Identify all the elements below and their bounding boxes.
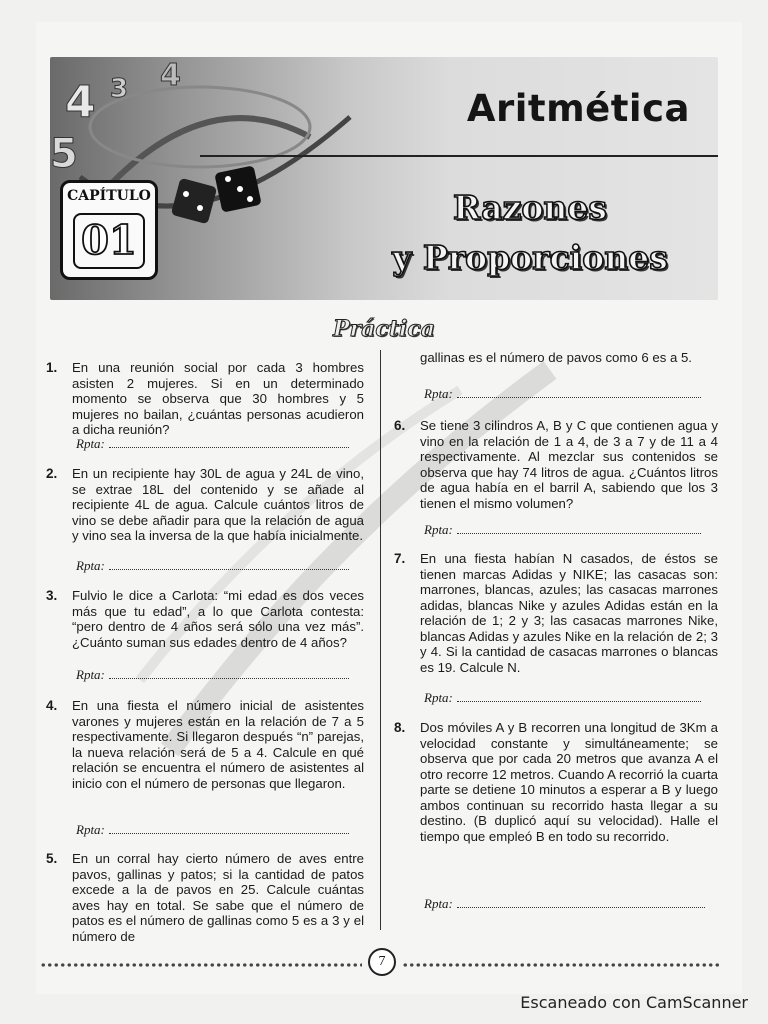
problem-text: Dos móviles A y B recorren una longitud de 3Km a velocidad constante y simultáneamente; se observa que por cada 20 metros que avanza A el otro recorre 12 metros. Cuando A recorrió la cuarta parte se detiene 10 minutos a esperar a B y luego ambos continuan su recorrido hasta llegar a su destino. (B duplicó aquí su velocidad). Halle el tiempo que empleó B en todo su recorrido. — [420, 720, 718, 844]
problem-text: En una fiesta el número inicial de asistentes varones y mujeres están en la relación de 7 a 5 respectivamente. Si llegaron después “n” parejas, la nueva relación será de 5 a 4. Calcule en qué relación se encuentra el número de asistentes al inicio con el número de personas que llegaron. — [72, 698, 364, 791]
problem-text: Fulvio le dice a Carlota: “mi edad es dos veces más que tu edad”, a lo que Carlota contesta: “pero dentro de 4 años será sólo una vez más”. ¿Cuánto suman sus edades dentro de 4 años? — [72, 588, 364, 650]
problem-text: En una reunión social por cada 3 hombres asisten 2 mujeres. Si en un determinado momento se observa que 30 hombres y 5 mujeres no bailan, ¿cuántas personas acudieron a dicha reunión? — [72, 360, 364, 437]
problem-number: 5. — [46, 851, 58, 866]
footer-dots-left — [40, 962, 362, 968]
problem-5-continued — [420, 350, 720, 366]
answer-line-2 — [76, 558, 349, 574]
answer-line-1 — [76, 436, 349, 452]
svg-text:4: 4 — [65, 77, 96, 128]
answer-label: Rpta: — [76, 436, 105, 451]
scanner-watermark-text: Escaneado con CamScanner — [520, 993, 748, 1012]
answer-label: Rpta: — [424, 386, 453, 401]
problem-1 — [46, 360, 364, 438]
problem-5 — [46, 851, 364, 944]
problem-text: En una fiesta habían N casados, de éstos se tienen marcas Adidas y NIKE; las casacas son: marrones, blancas, azules; las casacas marrones adidas, blancas Nike y azules Adidas están en la relación de 1; 2 y 3; las casacas marrones Nike, blancas Adidas y azules Nike en la relación de 2; 3 y 4. Si la cantidad de casacas marrones o blancas es 19. Calcule N. — [420, 551, 718, 675]
problem-number: 8. — [394, 720, 406, 735]
problem-number: 4. — [46, 698, 58, 713]
problem-text: Se tiene 3 cilindros A, B y C que contienen agua y vino en la relación de 1 a 4, de 3 a 7 y de 11 a 4 respectivamente. Al mezclar sus contenidos se observa que hay 74 litros de agua. ¿Cuántos litros de agua había en el barril A, sabiendo que los 3 tienen el mismo volumen? — [420, 418, 718, 511]
problem-4 — [46, 698, 364, 791]
problem-7 — [394, 551, 718, 675]
chapter-title-line1: Razones — [453, 188, 607, 227]
subject-title: Aritmética — [466, 87, 690, 130]
problem-text: gallinas es el número de pavos como 6 es a 5. — [420, 350, 692, 365]
answer-label: Rpta: — [76, 667, 105, 682]
column-divider — [380, 350, 381, 930]
problem-number: 2. — [46, 466, 58, 481]
answer-line-7 — [424, 690, 701, 706]
answer-line-4 — [76, 822, 349, 838]
problem-number: 3. — [46, 588, 58, 603]
problem-text: En un corral hay cierto número de aves entre pavos, gallinas y patos; si la cantidad de patos excede a la de pavos en 25. Calcule cuántas aves hay en total. Se sabe que el número de patos es el número de gallinas como 5 es a 3 y el número de — [72, 851, 364, 944]
answer-label: Rpta: — [424, 522, 453, 537]
problem-3 — [46, 588, 364, 650]
page-number: 7 — [368, 948, 396, 976]
problem-number: 7. — [394, 551, 406, 566]
svg-text:4: 4 — [160, 58, 181, 93]
problem-number: 6. — [394, 418, 406, 433]
answer-line-6 — [424, 522, 701, 538]
svg-text:3: 3 — [110, 74, 129, 104]
footer-dots-right — [402, 962, 720, 968]
answer-line-3 — [76, 667, 349, 683]
problem-8 — [394, 720, 718, 844]
problem-2 — [46, 466, 364, 544]
answer-line-8 — [424, 896, 705, 912]
chapter-label: CAPÍTULO — [67, 188, 151, 204]
answer-label: Rpta: — [76, 558, 105, 573]
answer-label: Rpta: — [424, 896, 453, 911]
answer-label: Rpta: — [76, 822, 105, 837]
section-title: Práctica — [333, 316, 435, 342]
chapter-title-line2: y Proporciones — [392, 238, 668, 277]
problem-number: 1. — [46, 360, 58, 375]
problem-text: En un recipiente hay 30L de agua y 24L de vino, se extrae 18L del contenido y se añade al recipiente 4L de agua. Calcule cuántos litros de vino se debe añadir para que la relación de agua y vino sea la inversa de la que había inicialmente. — [72, 466, 364, 543]
chapter-number: 01 — [73, 213, 145, 269]
answer-line-5 — [424, 386, 701, 402]
answer-label: Rpta: — [424, 690, 453, 705]
banner-rule — [200, 155, 718, 157]
problem-6 — [394, 418, 718, 511]
svg-text:5: 5 — [50, 131, 78, 177]
chapter-badge — [60, 180, 158, 280]
